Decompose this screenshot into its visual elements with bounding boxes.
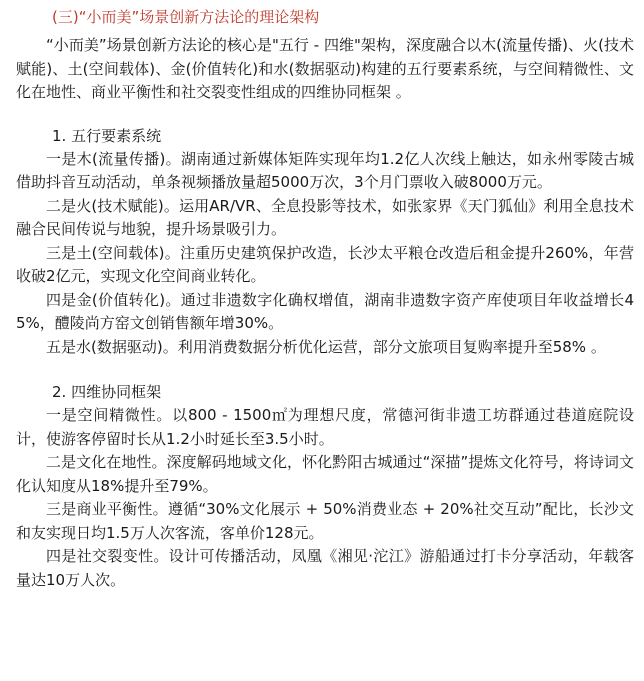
four-dimensions-item-culture: 二是文化在地性。深度解码地域文化，怀化黔阳古城通过“深描”提炼文化符号，将诗词文化认知度从18%提升至79%。 bbox=[16, 453, 634, 495]
five-elements-item-earth: 三是土(空间载体)。注重历史建筑保护改造，长沙太平粮仓改造后租金提升260%，年营收破2亿元，实现文化空间商业转化。 bbox=[16, 243, 634, 285]
four-dimensions-item-space: 一是空间精微性。以800 - 1500㎡为理想尺度，常德河街非遗工坊群通过巷道庭院设计，使游客停留时长从1.2小时延长至3.5小时。 bbox=[16, 406, 634, 448]
four-dimensions-item-social: 四是社交裂变性。设计可传播活动，凤凰《湘见·沱江》游船通过打卡分享活动，年载客量达10万人次。 bbox=[16, 547, 634, 589]
five-elements-item-fire: 二是火(技术赋能)。运用AR/VR、全息投影等技术，如张家界《天门狐仙》利用全息技术融合民间传说与地貌，提升场景吸引力。 bbox=[16, 196, 634, 238]
five-elements-item-metal: 四是金(价值转化)。通过非遗数字化确权增值，湖南非遗数字资产库使项目年收益增长45%，醴陵尚方窑文创销售额年增30%。 bbox=[16, 290, 634, 332]
section-title-four-dimensions: 2. 四维协同框架 bbox=[52, 383, 162, 401]
section-title-five-elements: 1. 五行要素系统 bbox=[52, 126, 162, 145]
five-elements-item-water: 五是水(数据驱动)。利用消费数据分析优化运营，部分文旅项目复购率提升至58% 。 bbox=[46, 337, 606, 356]
section-heading: (三)“小而美”场景创新方法论的理论架构 bbox=[52, 8, 320, 26]
intro-paragraph: “小而美”场景创新方法论的核心是"五行 - 四维"架构，深度融合以木(流量传播)、火(技术赋能)、土(空间载体)、金(价值转化)和水(数据驱动)构建的五行要素系统，与空间精微性、文化在地性、商业平衡性和社交裂变性组成的四维协同框架 。 bbox=[16, 36, 634, 101]
four-dimensions-item-commerce: 三是商业平衡性。遵循“30%文化展示 + 50%消费业态 + 20%社交互动”配比，长沙文和友实现日均1.5万人次客流，客单价128元。 bbox=[16, 500, 634, 542]
five-elements-item-wood: 一是木(流量传播)。湖南通过新媒体矩阵实现年均1.2亿人次线上触达，如永州零陵古城借助抖音互动活动，单条视频播放量超5000万次，3个月门票收入破8000万元。 bbox=[16, 149, 634, 191]
